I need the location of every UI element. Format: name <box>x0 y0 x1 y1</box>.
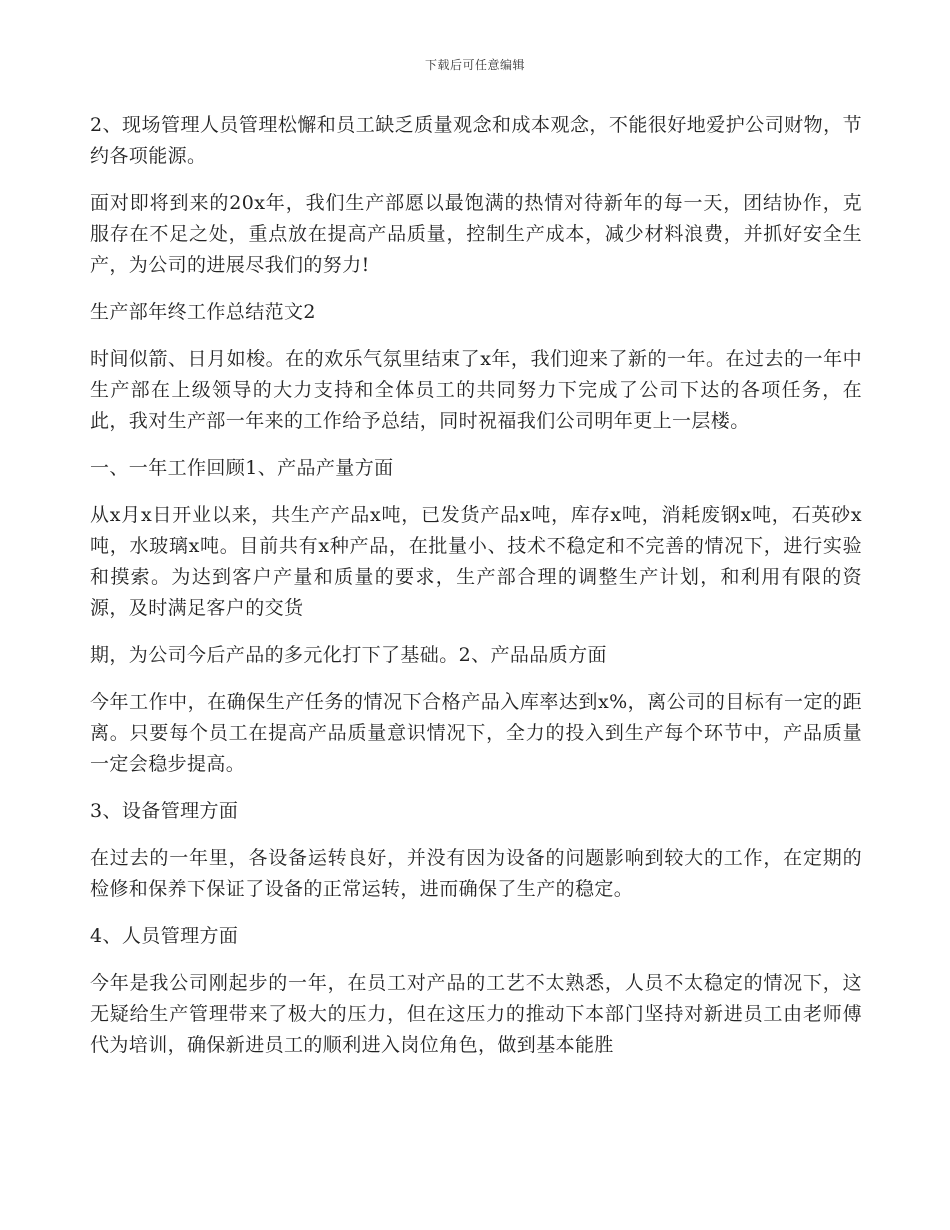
heading-equipment: 3、设备管理方面 <box>90 800 239 822</box>
heading-personnel: 4、人员管理方面 <box>90 925 239 947</box>
paragraph-output: 从x月x日开业以来，共生产产品x吨，已发货产品x吨，库存x吨，消耗废钢x吨，石英砂x吨，水玻璃x吨。目前共有x种产品，在批量小、技术不稳定和不完善的情况下，进行实验和摸索。为达到客户产量和质量的要求，生产部合理的调整生产计划，和利用有限的资源，及时满足客户的交货 <box>90 504 862 619</box>
document-body <box>90 110 862 1077</box>
paragraph-issue-2: 2、现场管理人员管理松懈和员工缺乏质量观念和成本观念，不能很好地爱护公司财物，节约各项能源。 <box>90 114 862 167</box>
paragraph-personnel: 今年是我公司刚起步的一年，在员工对产品的工艺不太熟悉，人员不太稳定的情况下，这无疑给生产管理带来了极大的压力，但在这压力的推动下本部门坚持对新进员工由老师傅代为培训，确保新进员工的顺利进入岗位角色，做到基本能胜 <box>90 972 862 1056</box>
heading-review-output: 一、一年工作回顾1、产品产量方面 <box>90 457 394 479</box>
paragraph-outlook: 面对即将到来的20x年，我们生产部愿以最饱满的热情对待新年的每一天，团结协作，克服存在不足之处，重点放在提高产品质量，控制生产成本，减少材料浪费，并抓好安全生产，为公司的进展尽我们的努力! <box>90 192 862 276</box>
paragraph-equipment: 在过去的一年里，各设备运转良好，并没有因为设备的问题影响到较大的工作，在定期的检修和保养下保证了设备的正常运转，进而确保了生产的稳定。 <box>90 847 862 900</box>
page-header-note: 下载后可任意编辑 <box>424 58 525 72</box>
paragraph-intro: 时间似箭、日月如梭。在的欢乐气氛里结束了x年，我们迎来了新的一年。在过去的一年中生产部在上级领导的大力支持和全体员工的共同努力下完成了公司下达的各项任务，在此，我对生产部一年来的工作给予总结，同时祝福我们公司明年更上一层楼。 <box>90 348 862 432</box>
paragraph-quality: 今年工作中，在确保生产任务的情况下合格产品入库率达到x%，离公司的目标有一定的距离。只要每个员工在提高产品质量意识情况下，全力的投入到生产每个环节中，产品质量一定会稳步提高。 <box>90 691 862 775</box>
section-title: 生产部年终工作总结范文2 <box>90 301 316 323</box>
paragraph-output-cont: 期，为公司今后产品的多元化打下了基础。2、产品品质方面 <box>90 644 607 666</box>
